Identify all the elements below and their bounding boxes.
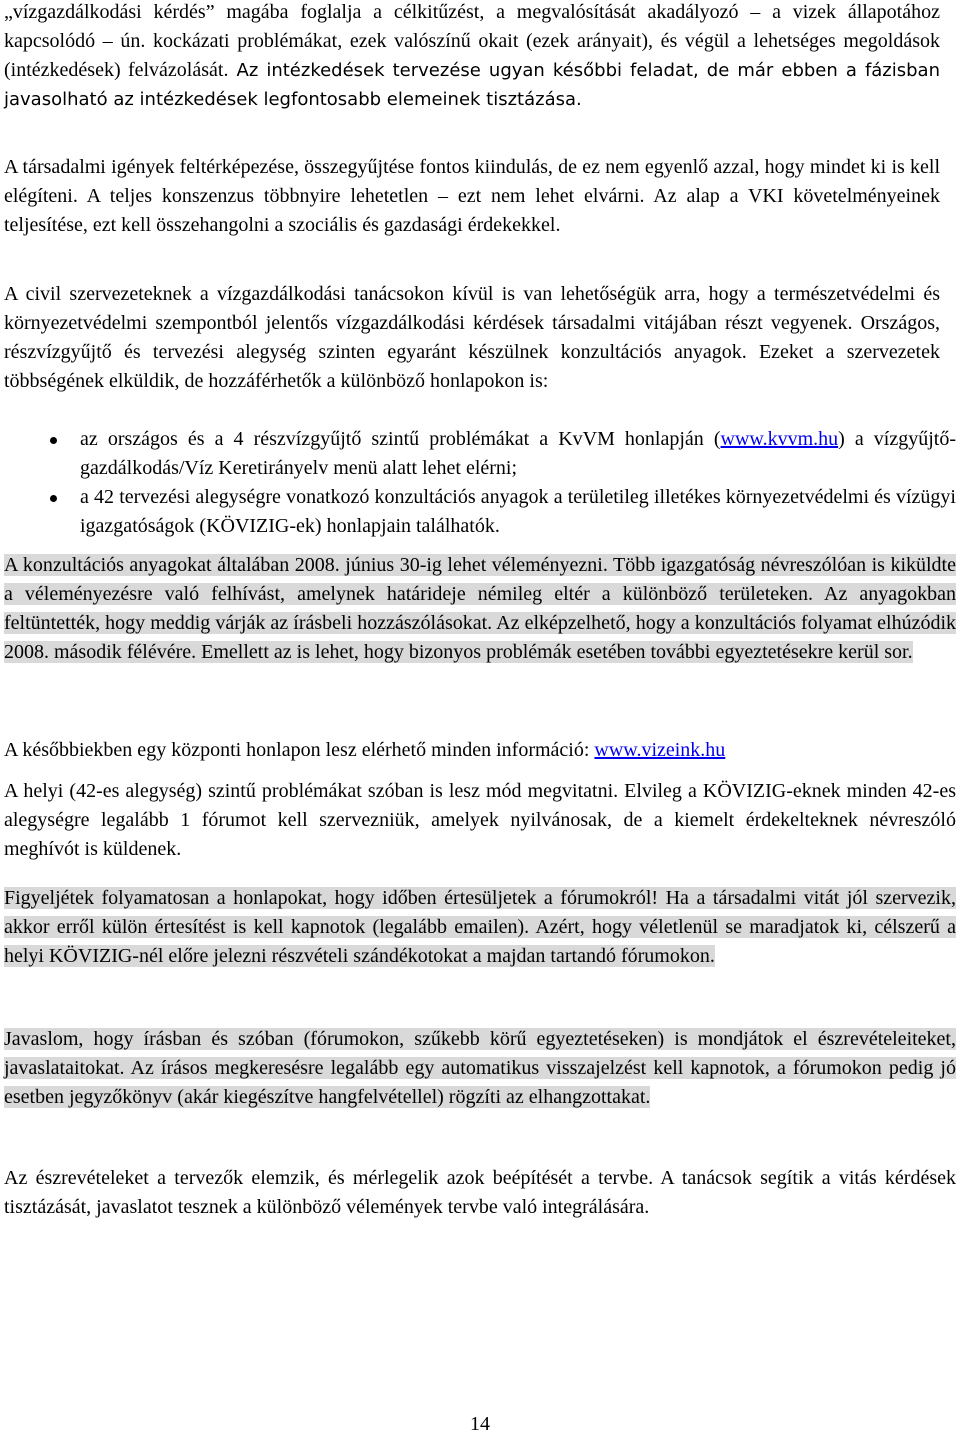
highlighted-text: Figyeljétek folyamatosan a honlapokat, hogy időben értesüljetek a fórumokról! Ha a társadalmi vitát jól szervezik, akkor erről külön értesítést is kell kapnotok (legalább emailen). Azért, hogy véletlenül se maradjatok ki, célszerű a helyi KÖVIZIG-nél előre jelezni részvételi szándékotokat a majdan tartandó fórumokon. [4, 887, 956, 967]
list-item: a 42 tervezési alegységre vonatkozó konzultációs anyagok a területileg illetékes környezetvédelmi és vízügyi igazgatóságok (KÖVIZIG-ek) honlapjain találhatók. [4, 483, 956, 541]
paragraph-consultation-deadline [4, 551, 956, 667]
paragraph-follow-websites [4, 884, 956, 971]
bullet-list [4, 425, 956, 541]
bullet-dot-icon [50, 495, 57, 502]
paragraph-planners-evaluate: Az észrevételeket a tervezők elemzik, és mérlegelik azok beépítését a tervbe. A tanácsok segítik a vitás kérdések tisztázását, javaslatot tesznek a különböző vélemények tervbe való integrálására. [4, 1167, 956, 1218]
paragraph-local-forums: A helyi (42-es alegység) szintű problémákat szóban is lesz mód megvitatni. Elvileg a KÖVIZIG-eknek minden 42-es alegységre legalább 1 fórumot kell szervezniük, amelyek nyilvánosak, de a kiemelt érdekelteknek névreszóló meghívót is küldenek. [4, 780, 956, 860]
vizeink-link[interactable]: www.vizeink.hu [594, 739, 726, 761]
paragraph-text: A civil szervezeteknek a vízgazdálkodási tanácsokon kívül is van lehetőségük arra, hogy a természetvédelmi és környezetvédelmi szempontból jelentős vízgazdálkodási kérdések társadalmi vitájában részt vegyenek. Országos, részvízgyűjtő és tervezési alegység szinten egyaránt készülnek konzultációs anyagok. Ezeket a szervezetek többségének elküldik, de hozzáférhetők a különböző honlapokon is: [4, 283, 940, 392]
paragraph-text-sans: Az intézkedések tervezése ugyan későbbi feladat, de már ebben a fázisban javasolható az intézkedések legfontosabb elemeinek tisztázása. [4, 60, 940, 110]
highlighted-text: Javaslom, hogy írásban és szóban (fórumokon, szűkebb körű egyeztetéseken) is mondjátok el észrevételeiteket, javaslataitokat. Az írásos megkeresésre legalább egy automatikus visszajelzést kell kapnotok, a fórumokon pedig jó esetben jegyzőkönyv (akár kiegészítve hangfelvétellel) rögzíti az elhangzottakat. [4, 1028, 956, 1108]
paragraph-social-needs [4, 153, 940, 240]
paragraph-water-management-issue [4, 0, 940, 114]
paragraph-text: A társadalmi igények feltérképezése, összegyűjtése fontos kiindulás, de ez nem egyenlő azzal, hogy mindet ki is kell elégíteni. A teljes konszenzus többnyire lehetetlen – ezt nem lehet elvárni. Az alap a VKI követelményeinek teljesítése, ezt kell összehangolni a szociális és gazdasági érdekekkel. [4, 156, 940, 236]
paragraph-text: „vízgazdálkodási kérdés” magába foglalja a célkitűzést, a megvalósítását akadályozó – a vizek állapotához kapcsolódó – ún. kockázati problémákat, ezek valószínű okait (ezek arányait), és végül a lehetséges megoldások (intézkedések) felvázolását. [4, 1, 940, 81]
paragraph-recommendation [4, 1025, 956, 1112]
paragraph-civil-organizations [4, 280, 940, 396]
paragraph-central-website: A későbbiekben egy központi honlapon lesz elérhető minden információ: www.vizeink.hu [4, 739, 726, 761]
kvvm-link[interactable]: www.kvvm.hu [720, 428, 839, 450]
bullet-dot-icon [50, 437, 57, 444]
page-number: 14 [470, 1413, 490, 1435]
list-item: az országos és a 4 részvízgyűjtő szintű problémákat a KvVM honlapján (www.kvvm.hu) a vízgyűjtő-gazdálkodás/Víz Keretirányelv menü alatt lehet elérni; [4, 425, 956, 483]
highlighted-text: A konzultációs anyagokat általában 2008. június 30-ig lehet véleményezni. Több igazgatóság névreszólóan is kiküldte a véleményezésre való felhívást, amelynek határideje némileg eltér a különböző területeken. Az anyagokban feltüntették, hogy meddig várják az írásbeli hozzászólásokat. Az elképzelhető, hogy a konzultációs folyamat elhúzódik 2008. második félévére. Emellett az is lehet, hogy bizonyos problémák esetében további egyeztetésekre kerül sor. [4, 554, 956, 663]
